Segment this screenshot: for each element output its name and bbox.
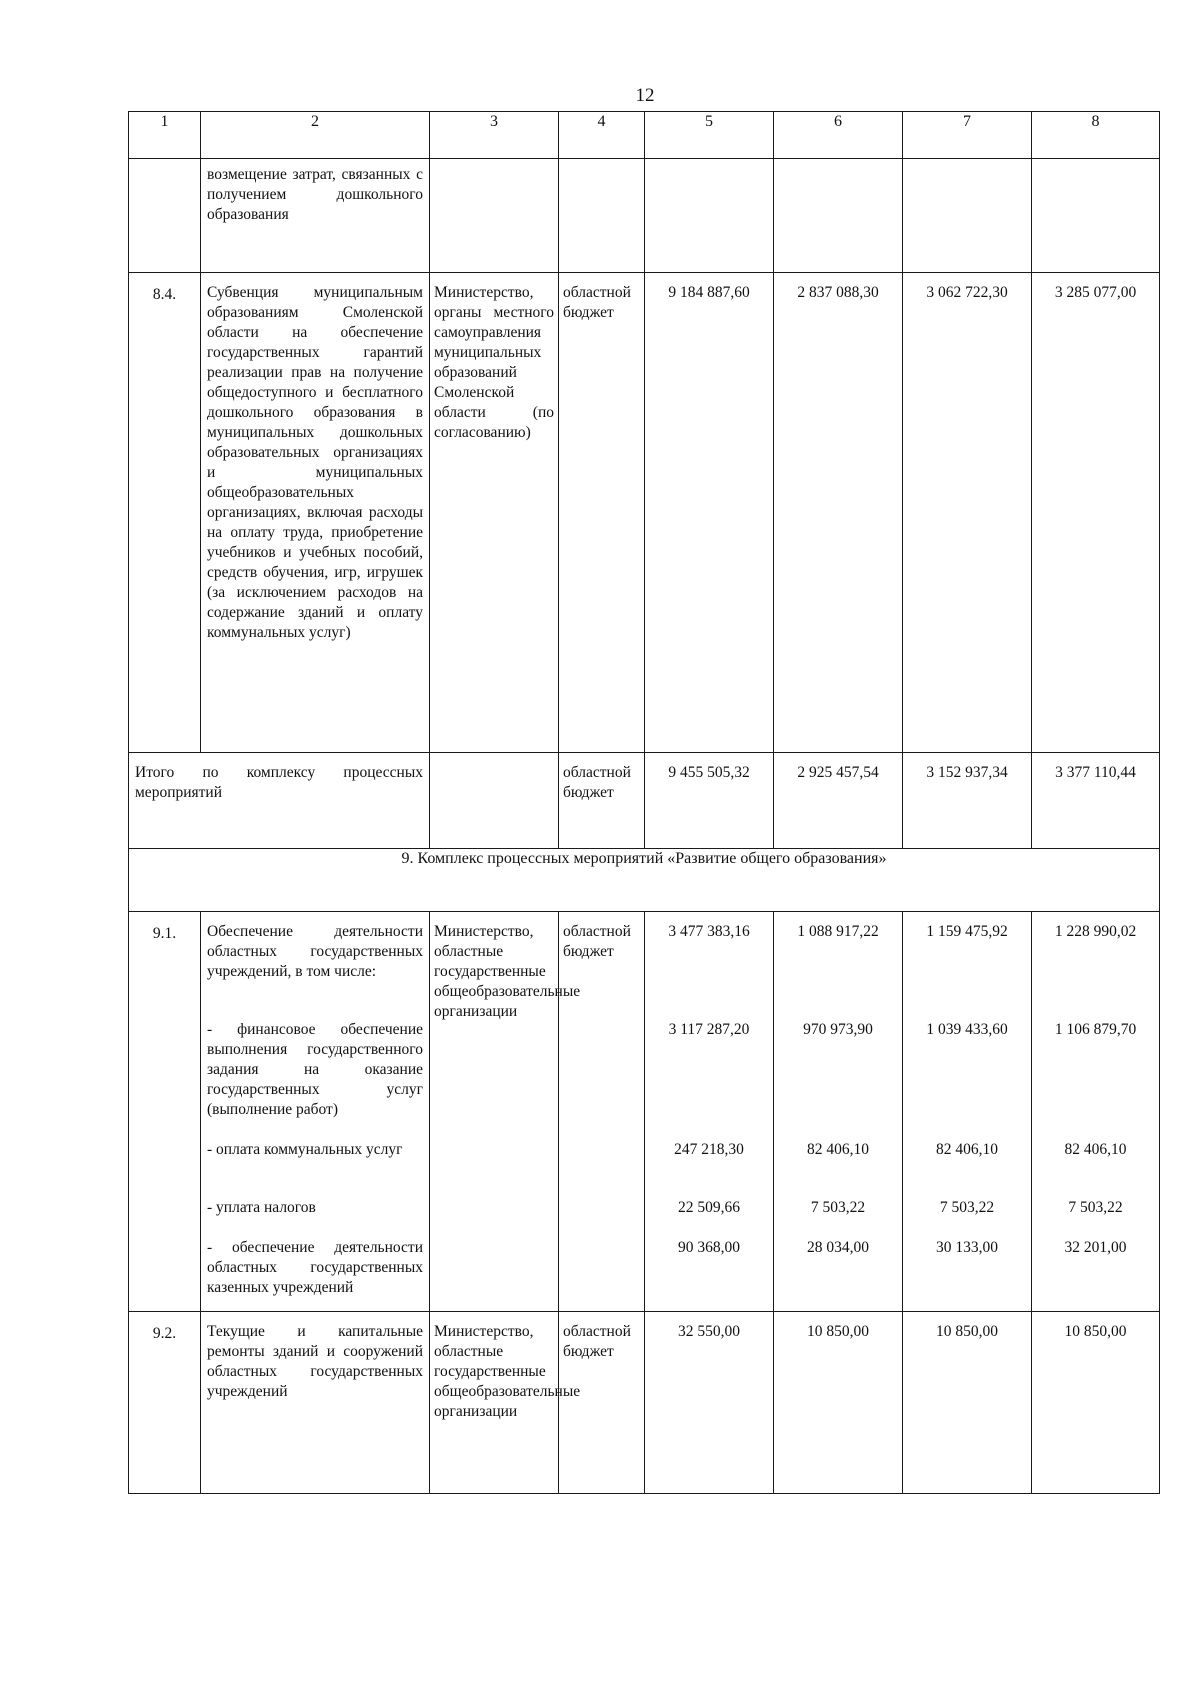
year-1-column [774, 912, 903, 1312]
subitem-year-2: 1 039 433,60 [926, 1021, 1008, 1038]
year-1-amount: 1 088 917,22 [797, 923, 879, 940]
total-amount: 9 184 887,60 [645, 273, 774, 753]
subitem-year-1: 7 503,22 [810, 1199, 866, 1216]
total-amount: 3 477 383,16 [668, 923, 750, 940]
executor: Министерство, областные государственные общеобразовательные организации [430, 912, 559, 1312]
year-2-amount: 3 152 937,34 [903, 753, 1032, 849]
header-cell-7: 7 [903, 112, 1032, 159]
table-row [129, 159, 1160, 273]
year-2-amount: 10 850,00 [903, 1312, 1032, 1494]
year-3-column [1032, 912, 1160, 1312]
total-amount: 9 455 505,32 [645, 753, 774, 849]
subitem-total: 22 509,66 [678, 1199, 740, 1216]
subitem-label: - оплата коммунальных услуг [207, 1141, 403, 1158]
subitem-year-1: 970 973,90 [803, 1021, 873, 1038]
executor: Министерство, областные государственные общеобразовательные организации [430, 1312, 559, 1494]
total-amount-column [645, 912, 774, 1312]
subitem-year-2: 82 406,10 [936, 1141, 998, 1158]
subitem-year-3: 32 201,00 [1064, 1239, 1127, 1256]
executor: Министерство, органы местного самоуправления муниципальных образований Смоленской области (по согласованию) [430, 273, 559, 753]
subitem-label: - обеспечение деятельности областных государственных казенных учреждений [207, 1239, 423, 1296]
subitem-year-3: 1 106 879,70 [1054, 1021, 1137, 1038]
subitem-total: 247 218,30 [674, 1141, 744, 1158]
year-3-amount: 3 377 110,44 [1032, 753, 1160, 849]
header-cell-4: 4 [559, 112, 645, 159]
subitem-year-3: 82 406,10 [1064, 1141, 1127, 1158]
measure-title-block [201, 912, 430, 1312]
row-number: 8.4. [129, 273, 201, 753]
total-amount: 32 550,00 [645, 1312, 774, 1494]
year-1-amount: 10 850,00 [774, 1312, 903, 1494]
total-label: Итого по комплексу процессных мероприятий [129, 753, 430, 849]
header-cell-3: 3 [430, 112, 559, 159]
total-row [129, 753, 1160, 849]
continuation-text: возмещение затрат, связанных с получением дошкольного образования [201, 159, 430, 273]
header-cell-2: 2 [201, 112, 430, 159]
subitem-year-3: 7 503,22 [1068, 1199, 1123, 1216]
header-cell-5: 5 [645, 112, 774, 159]
year-2-column [903, 912, 1032, 1312]
measure-title: Обеспечение деятельности областных государственных учреждений, в том числе: [207, 923, 423, 980]
table-row [129, 273, 1160, 753]
year-2-amount: 1 159 475,92 [926, 923, 1008, 940]
subitem-year-1: 28 034,00 [807, 1239, 869, 1256]
year-2-amount: 3 062 722,30 [903, 273, 1032, 753]
header-cell-1: 1 [129, 112, 201, 159]
page-number: 12 [635, 85, 655, 106]
row-number: 9.1. [129, 912, 201, 1312]
program-table [128, 111, 1160, 1494]
measure-title: Текущие и капитальные ремонты зданий и сооружений областных государственных учреждений [201, 1312, 430, 1494]
table-header-row [129, 112, 1160, 159]
section-title: 9. Комплекс процессных мероприятий «Развитие общего образования» [129, 849, 1160, 912]
year-3-amount: 3 285 077,00 [1032, 273, 1160, 753]
row-number: 9.2. [129, 1312, 201, 1494]
funding-source: областной бюджет [559, 273, 645, 753]
subitem-total: 3 117 287,20 [668, 1021, 750, 1038]
subitem-year-2: 7 503,22 [939, 1199, 995, 1216]
funding-source: областной бюджет [559, 1312, 645, 1494]
header-cell-8: 8 [1032, 112, 1160, 159]
table-row [129, 1312, 1160, 1494]
header-cell-6: 6 [774, 112, 903, 159]
funding-source: областной бюджет [559, 753, 645, 849]
subitem-year-1: 82 406,10 [807, 1141, 869, 1158]
measure-title: Субвенция муниципальным образованиям Смоленской области на обеспечение государственных гарантий реализации прав на получение общедоступного и бесплатного дошкольного образования в муниципальных дошкольных образовательных организациях и муниципальных общеобразовательных организациях, включая расходы на оплату труда, приобретение учебников и учебных пособий, средств обучения, игр, игрушек (за исключением расходов на содержание зданий и оплату коммунальных услуг) [201, 273, 430, 753]
subitem-label: - уплата налогов [207, 1199, 316, 1216]
funding-source: областной бюджет [559, 912, 645, 1312]
section-header-row [129, 849, 1160, 912]
subitem-total: 90 368,00 [678, 1239, 740, 1256]
year-3-amount: 1 228 990,02 [1054, 923, 1137, 940]
subitem-year-2: 30 133,00 [936, 1239, 998, 1256]
subitem-label: - финансовое обеспечение выполнения государственного задания на оказание государственных услуг (выполнение работ) [207, 1021, 423, 1118]
year-1-amount: 2 925 457,54 [774, 753, 903, 849]
year-1-amount: 2 837 088,30 [774, 273, 903, 753]
year-3-amount: 10 850,00 [1032, 1312, 1160, 1494]
table-row [129, 912, 1160, 1312]
